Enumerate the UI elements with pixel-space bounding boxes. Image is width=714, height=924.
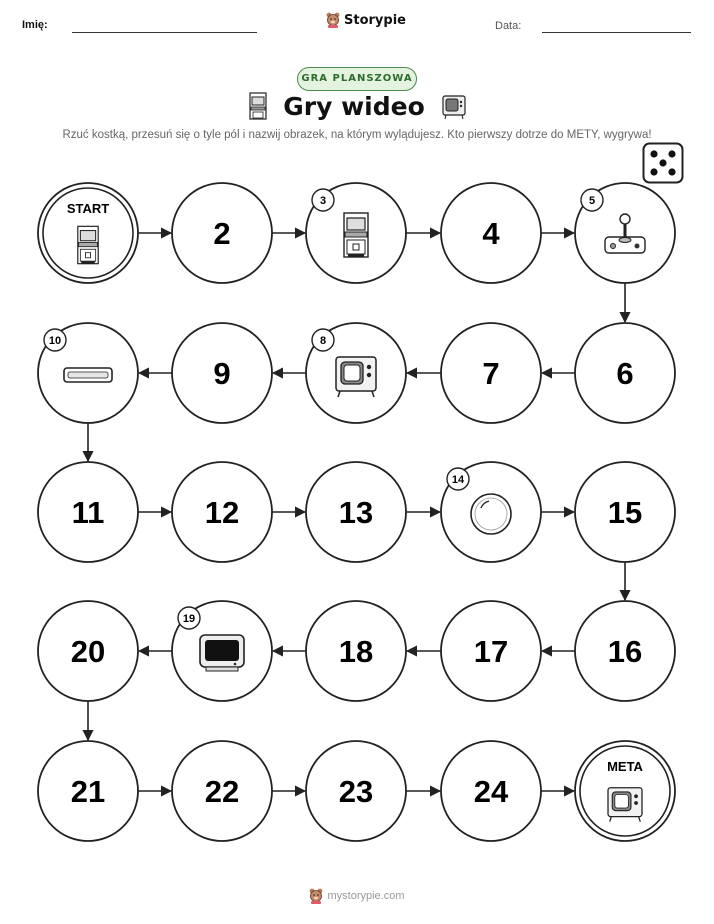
space-number: 16 (607, 634, 643, 669)
board-space-2[interactable] (172, 183, 272, 283)
space-number: 2 (213, 216, 231, 251)
space-number: 22 (204, 774, 240, 809)
board-space-5[interactable] (575, 183, 675, 283)
board-space-6[interactable] (575, 323, 675, 423)
space-number: 20 (70, 634, 106, 669)
board-space-13[interactable] (306, 462, 406, 562)
board-space-7[interactable] (441, 323, 541, 423)
space-number: 6 (616, 356, 634, 391)
space-number: 12 (204, 495, 240, 530)
board-space-3[interactable] (306, 183, 406, 283)
board-space-22[interactable] (172, 741, 272, 841)
arcade-cabinet-icon (78, 226, 98, 263)
board-space-10[interactable] (38, 323, 138, 423)
board-space-11[interactable] (38, 462, 138, 562)
start-label: START (66, 201, 110, 216)
board-space-14[interactable] (441, 462, 541, 562)
board-space-19[interactable] (172, 601, 272, 701)
board-space-8[interactable] (306, 323, 406, 423)
footer (0, 888, 714, 904)
board-space-1[interactable] (38, 183, 138, 283)
page-title-text: Gry wideo (283, 92, 425, 121)
arcade-cabinet-icon (344, 213, 368, 257)
space-number: 9 (213, 356, 231, 391)
board-space-16[interactable] (575, 601, 675, 701)
space-number: 23 (338, 774, 374, 809)
space-number: 5 (588, 195, 596, 207)
brand-name: Storypie (344, 12, 406, 28)
board-space-15[interactable] (575, 462, 675, 562)
board-space-9[interactable] (172, 323, 272, 423)
space-number: 15 (607, 495, 643, 530)
space-number: 10 (48, 335, 62, 347)
board-space-21[interactable] (38, 741, 138, 841)
board-space-18[interactable] (306, 601, 406, 701)
bear-mascot-icon (309, 888, 323, 904)
game-cartridge-icon (64, 368, 112, 382)
space-number: 17 (473, 634, 509, 669)
space-number: 24 (473, 774, 509, 809)
crt-monitor-icon (200, 635, 244, 671)
space-number: 8 (319, 335, 327, 347)
board-space-4[interactable] (441, 183, 541, 283)
space-number: 18 (338, 634, 374, 669)
instructions: Rzuć kostką, przesuń się o tyle pól i nazwij obrazek, na którym wylądujesz. Kto pierwszy dotrze do METY, wygrywa! (62, 129, 652, 141)
date-label: Data: (495, 20, 522, 32)
game-type-badge: GRA PLANSZOWA (297, 67, 417, 91)
space-number: 3 (319, 195, 327, 207)
board-space-25[interactable] (575, 741, 675, 841)
board-space-17[interactable] (441, 601, 541, 701)
space-number: 11 (71, 495, 105, 530)
board-space-24[interactable] (441, 741, 541, 841)
space-number: 4 (482, 216, 500, 251)
footer-url: mystorypie.com (327, 890, 405, 902)
space-number: 7 (482, 356, 500, 391)
space-number: 21 (70, 774, 106, 809)
space-number: 14 (451, 474, 465, 486)
board-space-20[interactable] (38, 601, 138, 701)
retro-tv-icon (336, 357, 376, 397)
name-label: Imię: (22, 19, 48, 31)
space-number: 19 (182, 613, 196, 625)
retro-tv-icon (608, 788, 642, 822)
board-space-23[interactable] (306, 741, 406, 841)
finish-label: META (607, 759, 643, 774)
space-number: 13 (338, 495, 374, 530)
crystal-ball-icon (471, 494, 511, 534)
board-space-12[interactable] (172, 462, 272, 562)
